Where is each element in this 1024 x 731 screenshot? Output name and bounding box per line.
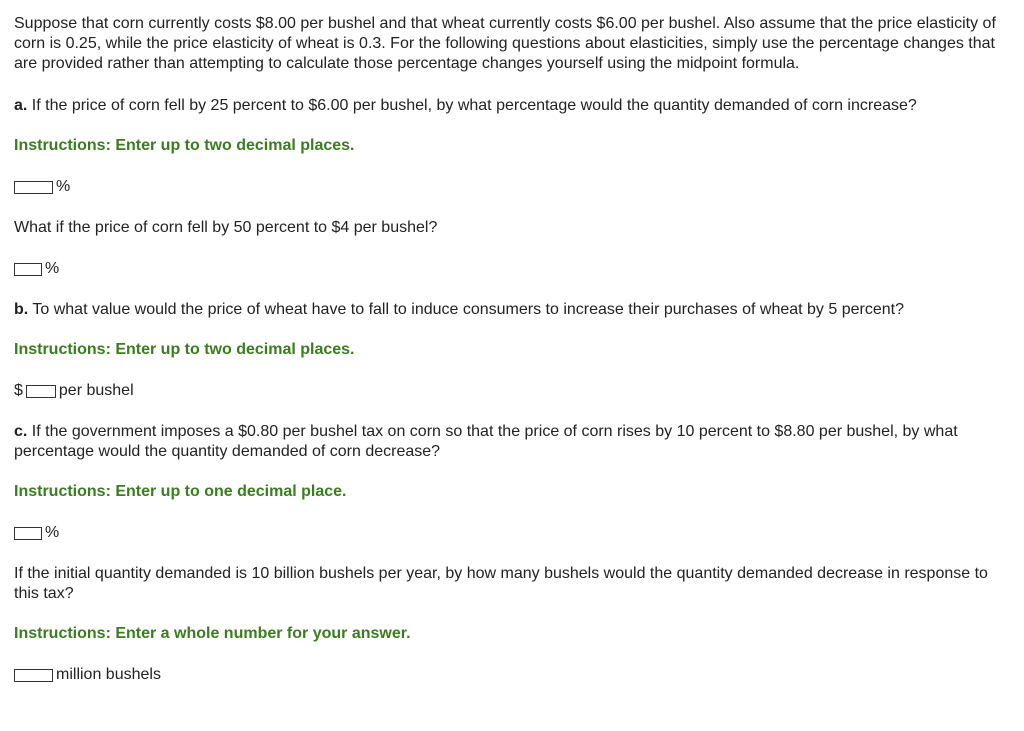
part-b-label: b.: [14, 301, 29, 318]
part-b-answer-input[interactable]: [26, 385, 56, 398]
part-b-unit: per bushel: [58, 382, 134, 399]
part-a-unit: %: [56, 178, 71, 195]
part-b-instruction: Instructions: Enter up to two decimal places.: [14, 341, 355, 358]
part-a-instruction: Instructions: Enter up to two decimal places.: [14, 137, 355, 154]
part-a-answer-input[interactable]: [14, 181, 53, 194]
part-b-question: [14, 300, 1010, 320]
part-a-label: a.: [14, 97, 28, 114]
part-c-answer-input[interactable]: [14, 527, 42, 540]
part-a-followup-unit: %: [45, 260, 60, 277]
part-c-followup-unit: million bushels: [56, 666, 161, 683]
part-b-question-text: To what value would the price of wheat have to fall to induce consumers to increase their purchases of wheat by 5 percent?: [28, 301, 904, 318]
part-c-instruction: Instructions: Enter up to one decimal place.: [14, 483, 347, 500]
part-a-answer-row: [14, 176, 1010, 198]
part-c-followup-answer-row: [14, 664, 1010, 686]
part-c-answer-row: [14, 522, 1010, 544]
intro-text: Suppose that corn currently costs $8.00 per bushel and that wheat currently costs $6.00 per bushel. Also assume that the price elasticity of corn is 0.25, while the price elasticity of wheat is 0.3. For the following questions about elasticities, simply use the percentage changes that are provided rather than attempting to calculate those percentage changes yourself using the midpoint formula.: [14, 15, 996, 72]
part-a-followup-answer-input[interactable]: [14, 263, 42, 276]
part-c-label: c.: [14, 423, 28, 440]
part-a-question: [14, 96, 1010, 116]
part-c-question-text: If the government imposes a $0.80 per bushel tax on corn so that the price of corn rises by 10 percent to $8.80 per bushel, by what percentage would the quantity demanded of corn decrease?: [14, 423, 958, 460]
part-c-followup-instruction: Instructions: Enter a whole number for your answer.: [14, 625, 411, 642]
part-c-followup-question: If the initial quantity demanded is 10 billion bushels per year, by how many bushels would the quantity demanded decrease in response to this tax?: [14, 565, 988, 602]
part-c-unit: %: [45, 524, 60, 541]
part-b-dollar-prefix: $: [14, 382, 23, 399]
part-a-followup-question: What if the price of corn fell by 50 percent to $4 per bushel?: [14, 219, 438, 236]
part-a-followup-answer-row: [14, 258, 1010, 280]
part-c-question: [14, 422, 1010, 462]
part-b-answer-row: [14, 380, 1010, 402]
part-c-followup-answer-input[interactable]: [14, 669, 53, 682]
part-a-question-text: If the price of corn fell by 25 percent to $6.00 per bushel, by what percentage would the quantity demanded of corn increase?: [27, 97, 917, 114]
